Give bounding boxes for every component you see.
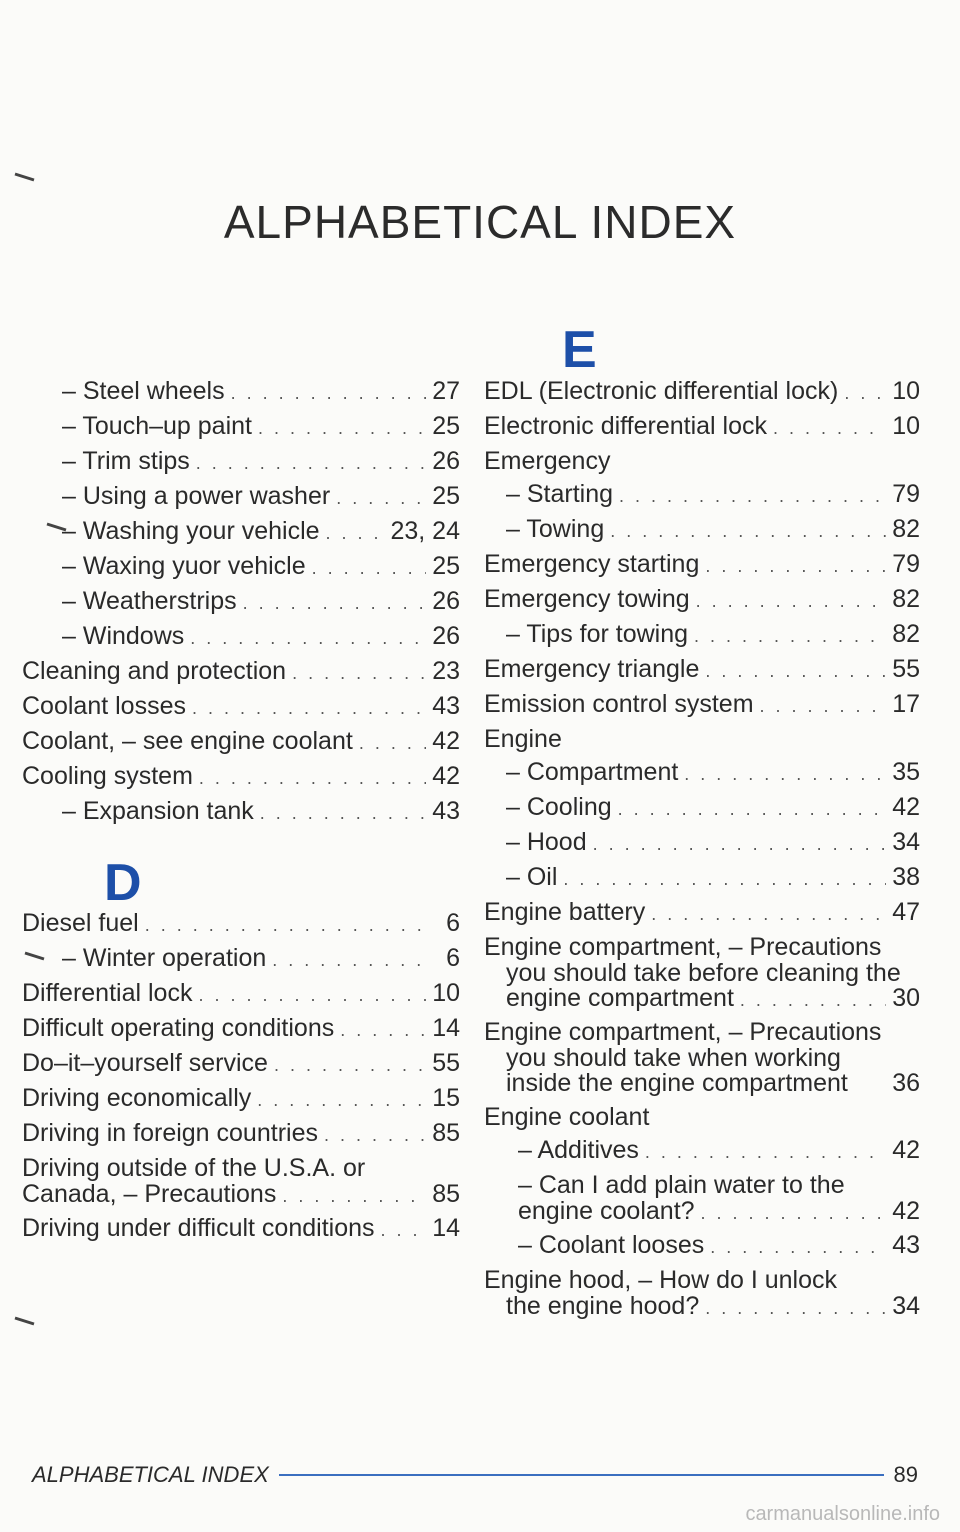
index-entry: [484, 551, 920, 580]
entry-text: Canada, – Precautions: [22, 1180, 277, 1208]
entry-text: – Compartment: [506, 758, 679, 786]
entry-page: 47: [892, 898, 920, 926]
leader-dots: [272, 947, 426, 974]
entry-text: Engine: [484, 725, 562, 753]
entry-text: Driving in foreign countries: [22, 1119, 318, 1147]
entry-text: Coolant, – see engine coolant: [22, 727, 353, 755]
scan-mark: [14, 1316, 36, 1326]
entry-text: – Hood: [506, 828, 587, 856]
entry-text: Cleaning and protection: [22, 657, 287, 685]
leader-dots: [773, 415, 886, 442]
leader-dots: [618, 796, 886, 823]
index-entry: [484, 656, 920, 685]
leader-dots: [274, 1052, 426, 1079]
index-entry: [22, 1155, 460, 1209]
index-entry: [484, 691, 920, 720]
entry-text: Engine compartment, – Precautions: [484, 1018, 882, 1046]
leader-dots: [563, 866, 886, 893]
leader-dots: [192, 695, 426, 722]
index-entry: [484, 1104, 920, 1131]
entry-text: Engine compartment, – Precautions: [484, 933, 882, 961]
entry-page: 10: [432, 979, 460, 1007]
index-entry: [22, 623, 460, 652]
entry-page: 25: [432, 552, 460, 580]
entry-text: inside the engine compartment: [506, 1069, 848, 1097]
index-entry: [22, 483, 460, 512]
entry-text: engine coolant?: [518, 1197, 695, 1225]
leader-dots: [705, 658, 886, 685]
entry-page: 82: [892, 515, 920, 543]
leader-dots: [145, 912, 426, 939]
index-entry: [484, 448, 920, 475]
page-footer: [32, 1462, 918, 1488]
entry-text: Engine battery: [484, 898, 646, 926]
leader-dots: [705, 1296, 886, 1321]
footer-label: ALPHABETICAL INDEX: [32, 1462, 269, 1487]
leader-dots: [292, 660, 426, 687]
leader-dots: [694, 623, 886, 650]
leader-dots: [340, 1017, 426, 1044]
leader-dots: [324, 1122, 426, 1149]
entry-page: 26: [432, 447, 460, 475]
index-entry: [22, 1085, 460, 1114]
footer-rule: [279, 1474, 884, 1476]
index-entry: [484, 1172, 920, 1226]
entry-text: Emergency towing: [484, 585, 690, 613]
entry-page: 17: [892, 690, 920, 718]
index-entry: [22, 763, 460, 792]
entry-page: 82: [892, 620, 920, 648]
section-letter-d: D: [104, 854, 142, 912]
leader-dots: [326, 520, 385, 547]
leader-dots: [645, 1139, 886, 1166]
leader-dots: [651, 901, 886, 928]
leader-dots: [231, 380, 426, 407]
entry-text: – Weatherstrips: [62, 587, 237, 615]
index-entry: [484, 1137, 920, 1166]
entry-text: – Using a power washer: [62, 482, 331, 510]
left-column: [22, 378, 460, 833]
index-entry: [22, 658, 460, 687]
entry-page: 15: [432, 1084, 460, 1112]
index-entry: [484, 726, 920, 753]
watermark-text: carmanualsonline.info: [745, 1503, 940, 1525]
leader-dots: [610, 518, 886, 545]
entry-text: – Additives: [518, 1136, 639, 1164]
entry-page: 23, 24: [390, 517, 460, 545]
index-entry: [484, 586, 920, 615]
index-entry: [484, 829, 920, 858]
entry-text: – Cooling: [506, 793, 612, 821]
entry-page: 26: [432, 622, 460, 650]
leader-dots: [844, 380, 886, 407]
entry-page: 43: [892, 1231, 920, 1259]
entry-text: Emergency: [484, 447, 611, 475]
index-entry: [22, 1215, 460, 1244]
entry-text: – Can I add plain water to the: [518, 1171, 845, 1199]
entry-text: – Towing: [506, 515, 605, 543]
entry-text: – Winter operation: [62, 944, 267, 972]
left-column-d: [22, 910, 460, 1250]
leader-dots: [710, 1234, 886, 1261]
entry-text: EDL (Electronic differential lock): [484, 377, 839, 405]
index-entry: [484, 759, 920, 788]
entry-page: 42: [892, 793, 920, 821]
leader-dots: [258, 415, 426, 442]
entry-page: 85: [432, 1180, 460, 1208]
scan-mark: [46, 522, 68, 532]
leader-dots: [760, 693, 886, 720]
entry-text: Driving under difficult conditions: [22, 1214, 375, 1242]
entry-page: 23: [432, 657, 460, 685]
leader-dots: [593, 831, 886, 858]
index-entry: [484, 1232, 920, 1261]
index-entry: [22, 1015, 460, 1044]
index-entry: [22, 448, 460, 477]
leader-dots: [196, 450, 426, 477]
index-entry: [484, 899, 920, 928]
entry-page: 10: [892, 377, 920, 405]
index-entry: [22, 728, 460, 757]
entry-text: Electronic differential lock: [484, 412, 768, 440]
leader-dots: [198, 982, 426, 1009]
entry-text: Differential lock: [22, 979, 193, 1007]
leader-dots: [312, 555, 426, 582]
index-entry: [484, 1267, 920, 1321]
entry-page: 85: [432, 1119, 460, 1147]
index-entry: [484, 1019, 920, 1098]
entry-page: 42: [432, 727, 460, 755]
entry-text: – Expansion tank: [62, 797, 254, 825]
leader-dots: [199, 765, 426, 792]
index-entry: [22, 693, 460, 722]
leader-dots: [696, 588, 886, 615]
index-entry: [22, 518, 460, 547]
leader-dots: [336, 485, 426, 512]
index-entry: [22, 378, 460, 407]
entry-text: Diesel fuel: [22, 909, 139, 937]
entry-text: Difficult operating conditions: [22, 1014, 335, 1042]
entry-text: engine compartment: [506, 984, 734, 1012]
leader-dots: [282, 1184, 426, 1209]
index-entry: [22, 588, 460, 617]
entry-text: – Waxing yuor vehicle: [62, 552, 306, 580]
leader-dots: [243, 590, 426, 617]
scan-mark: [24, 951, 46, 961]
entry-page: 79: [892, 550, 920, 578]
index-entry: [484, 413, 920, 442]
entry-text: Emergency starting: [484, 550, 700, 578]
entry-text: Engine hood, – How do I unlock: [484, 1266, 838, 1294]
entry-text: – Oil: [506, 863, 558, 891]
leader-dots: [619, 483, 886, 510]
leader-dots: [705, 553, 886, 580]
index-entry: [22, 1050, 460, 1079]
entry-page: 42: [432, 762, 460, 790]
entry-page: 27: [432, 377, 460, 405]
index-entry: [484, 934, 920, 1013]
index-entry: [22, 980, 460, 1009]
right-column: [484, 378, 920, 1327]
entry-text: – Steel wheels: [62, 377, 225, 405]
index-entry: [22, 910, 460, 939]
entry-page: 55: [892, 655, 920, 683]
entry-page: 6: [446, 909, 460, 937]
entry-page: 34: [892, 1292, 920, 1320]
entry-page: 43: [432, 797, 460, 825]
entry-text: you should take before cleaning the: [506, 959, 901, 987]
section-letter-e: E: [562, 321, 597, 379]
index-entry: [484, 378, 920, 407]
entry-text: – Trim stips: [62, 447, 190, 475]
entry-text: – Washing your vehicle: [62, 517, 320, 545]
leader-dots: [260, 800, 426, 827]
entry-text: Emergency triangle: [484, 655, 700, 683]
entry-text: Cooling system: [22, 762, 193, 790]
entry-text: the engine hood?: [506, 1292, 700, 1320]
index-entry: [484, 621, 920, 650]
leader-dots: [684, 761, 886, 788]
entry-text: you should take when working: [506, 1044, 841, 1072]
entry-text: Emission control system: [484, 690, 754, 718]
entry-text: – Touch–up paint: [62, 412, 252, 440]
entry-page: 25: [432, 412, 460, 440]
leader-dots: [359, 730, 426, 757]
entry-page: 34: [892, 828, 920, 856]
entry-page: 42: [892, 1136, 920, 1164]
index-entry: [22, 1120, 460, 1149]
entry-text: – Starting: [506, 480, 614, 508]
index-entry: [484, 794, 920, 823]
page-title: ALPHABETICAL INDEX: [223, 196, 737, 248]
entry-text: Driving outside of the U.S.A. or: [22, 1154, 366, 1182]
leader-dots: [190, 625, 426, 652]
index-entry: [484, 481, 920, 510]
leader-dots: [381, 1217, 426, 1244]
leader-dots: [740, 988, 886, 1013]
entry-page: 82: [892, 585, 920, 613]
entry-page: 10: [892, 412, 920, 440]
entry-page: 30: [892, 984, 920, 1012]
entry-text: – Coolant looses: [518, 1231, 705, 1259]
index-entry: [22, 553, 460, 582]
entry-text: Engine coolant: [484, 1103, 650, 1131]
entry-page: 14: [432, 1214, 460, 1242]
leader-dots: [701, 1201, 886, 1226]
entry-page: 42: [892, 1197, 920, 1225]
entry-page: 26: [432, 587, 460, 615]
leader-dots: [257, 1087, 426, 1114]
index-entry: [484, 516, 920, 545]
entry-page: 14: [432, 1014, 460, 1042]
scan-mark: [14, 172, 36, 182]
index-entry: [22, 945, 460, 974]
entry-page: 38: [892, 863, 920, 891]
entry-page: 25: [432, 482, 460, 510]
entry-page: 55: [432, 1049, 460, 1077]
entry-text: Do–it–yourself service: [22, 1049, 268, 1077]
index-entry: [484, 864, 920, 893]
page-number: 89: [893, 1462, 918, 1487]
entry-page: 43: [432, 692, 460, 720]
entry-text: – Tips for towing: [506, 620, 689, 648]
index-entry: [22, 413, 460, 442]
entry-page: 6: [446, 944, 460, 972]
index-entry: [22, 798, 460, 827]
entry-text: Coolant losses: [22, 692, 186, 720]
entry-text: Driving economically: [22, 1084, 252, 1112]
entry-text: – Windows: [62, 622, 185, 650]
entry-page: 79: [892, 480, 920, 508]
entry-page: 35: [892, 758, 920, 786]
entry-page: 36: [892, 1069, 920, 1097]
